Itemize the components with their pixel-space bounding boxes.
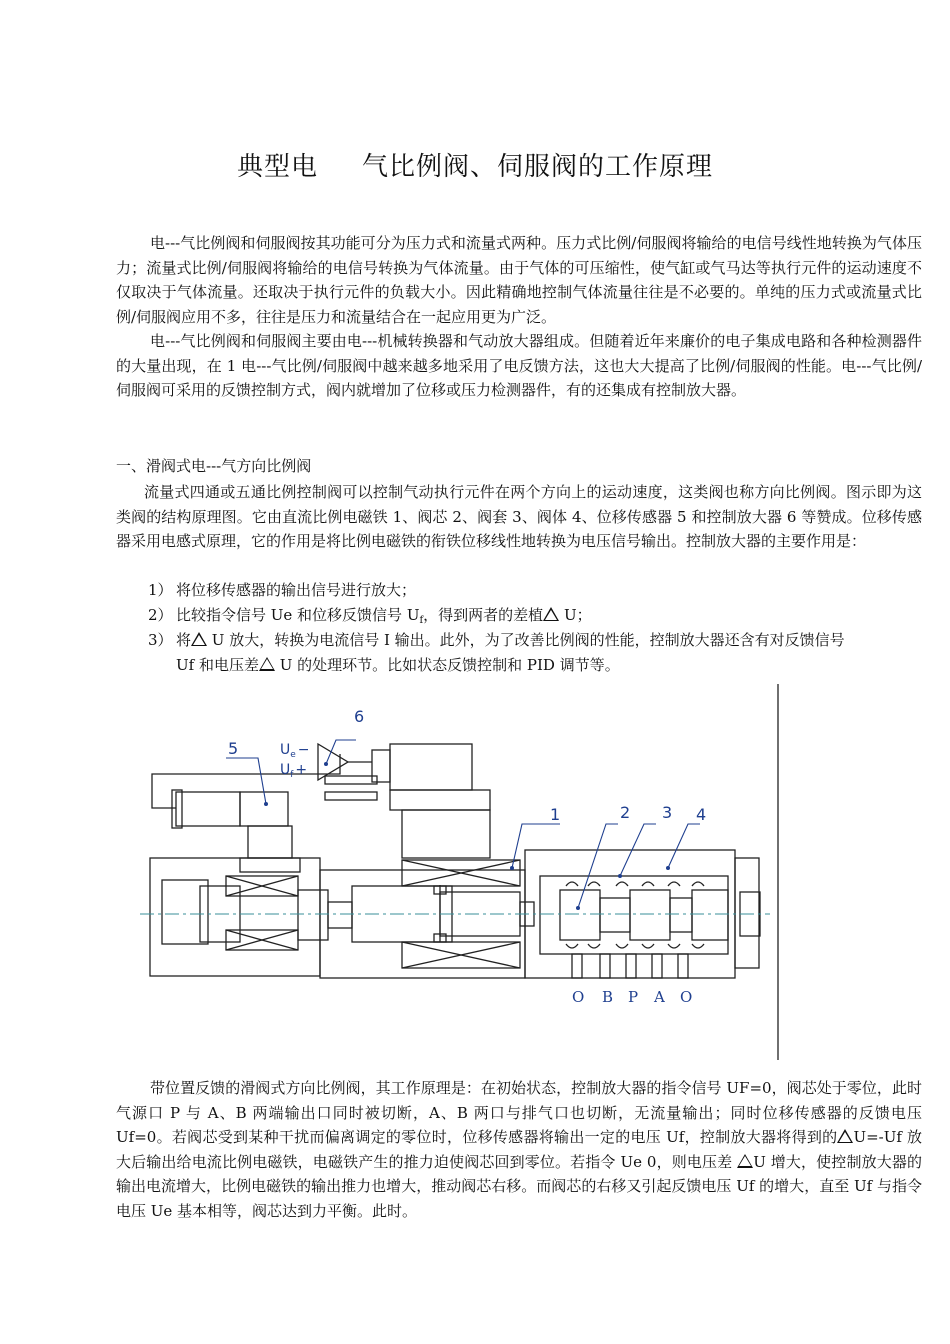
list-item-3-text-b: U 放大，转换为电流信号 I 输出。此外，为了改善比例阀的性能，控制放大器还含有对反馈信号 (207, 631, 845, 649)
label-ue: $U_e$ − (280, 742, 310, 760)
title-part-1: 典型电 (236, 152, 318, 182)
delta-icon (259, 657, 275, 671)
port-o-right: O (680, 988, 693, 1006)
title-part-2: 气比例阀、伺服阀的工作原理 (362, 152, 714, 182)
list-item-2-number: 2） (148, 606, 173, 624)
label-5: 5 (228, 739, 239, 758)
subscript-f: f (419, 615, 424, 626)
list-item-2-text-c: U； (559, 606, 592, 624)
label-uf: $U_f$ + (280, 762, 308, 780)
port-a: A (654, 988, 665, 1006)
list-item-2-text-b: ，得到两者的差植 (423, 606, 544, 624)
section-1-heading: 一、滑阀式电---气方向比例阀 (116, 457, 312, 475)
section-1-paragraph: 流量式四通或五通比例控制阀可以控制气动执行元件在两个方向上的运动速度，这类阀也称方向比例阀。图示即为这类阀的结构原理图。它由直流比例电磁铁 1、阀芯 2、阀套 3、阀体 4、位移传感器 5 和控制放大器 6 等赞成。位移传感器采用电感式原理，它的作用是将比例电磁铁的衔铁位移线性地转换为电压信号输出。控制放大器的主要作用是： (116, 483, 922, 550)
intro-paragraph-1: 电---气比例阀和伺服阀按其功能可分为压力式和流量式两种。压力式比例/伺服阀将输给的电信号线性地转换为气体压力；流量式比例/伺服阀将输给的电信号转换为气体流量。由于气体的可压缩性，使气缸或气马达等执行元件的运动速度不仅取决于气体流量。还取决于执行元件的负载大小。因此精确地控制气体流量往往是不必要的。单纯的压力式或流量式比例/伺服阀应用不多，往往是压力和流量结合在一起应用更为广泛。 (116, 234, 922, 326)
list-item-1-number: 1） (148, 581, 173, 599)
port-b: B (602, 988, 614, 1006)
intro-paragraph-2: 电---气比例阀和伺服阀主要由电---机械转换器和气动放大器组成。但随着近年来廉价的电子集成电路和各种检测器件的大量出现，在 1 电---气比例/伺服阀中越来越多地采用了电反馈方法，这也大大提高了比例/伺服阀的性能。电---气比例/伺服阀可采用的反馈控制方式，阀内就增加了位移或压力检测器件，有的还集成有控制放大器。 (116, 332, 922, 399)
closing-text-b: U=-Uf 放大后输出给电流比例电磁铁，电磁铁产生的推力迫使阀芯回到零位。若指令 Ue 0，则电压差 (116, 1128, 922, 1171)
delta-icon (543, 607, 559, 621)
label-1: 1 (550, 805, 561, 824)
label-3: 3 (662, 803, 673, 822)
closing-text-a: 带位置反馈的滑阀式方向比例阀，其工作原理是：在初始状态，控制放大器的指令信号 UF=0，阀芯处于零位，此时气源口 P 与 A、B 两端输出口同时被切断，A、B 两口与排气口也切断，无流量输出；同时位移传感器的反馈电压 Uf=0。若阀芯受到某种干扰而偏离调定的零位时，位移传感器将输出一定的电压 Uf，控制放大器将得到的 (116, 1079, 922, 1146)
label-4: 4 (696, 805, 707, 824)
list-item-3-text-a: 将 (176, 631, 192, 649)
list-item-1-text: 将位移传感器的输出信号进行放大； (176, 581, 417, 599)
list-item-3-number: 3） (148, 631, 173, 649)
closing-text-c: U 增大，使控制放大器的输出电流增大，比例电磁铁的输出推力也增大，推动阀芯右移。而阀芯的右移又引起反馈电压 Uf 的增大，直至 Uf 与指令电压 Ue 基本相等，阀芯达到力平衡。此时。 (116, 1152, 922, 1220)
list-item-3-text-d: U 的处理环节。比如状态反馈控制和 PID 调节等。 (274, 655, 620, 674)
delta-icon (737, 1154, 753, 1168)
valve-structure-diagram (140, 680, 800, 1060)
delta-icon (191, 632, 207, 646)
label-6: 6 (354, 707, 365, 726)
page-title (0, 146, 950, 183)
list-item-2-text-a: 比较指令信号 Ue 和位移反馈信号 U (176, 606, 420, 624)
delta-icon (837, 1129, 853, 1143)
port-o-left: O (572, 988, 585, 1006)
port-p: P (628, 988, 639, 1006)
list-item-3-text-c: Uf 和电压差 (176, 655, 259, 674)
label-2: 2 (620, 803, 631, 822)
closing-paragraph (116, 1076, 922, 1223)
list-item-1 (148, 578, 922, 603)
list-item-3 (148, 628, 922, 677)
